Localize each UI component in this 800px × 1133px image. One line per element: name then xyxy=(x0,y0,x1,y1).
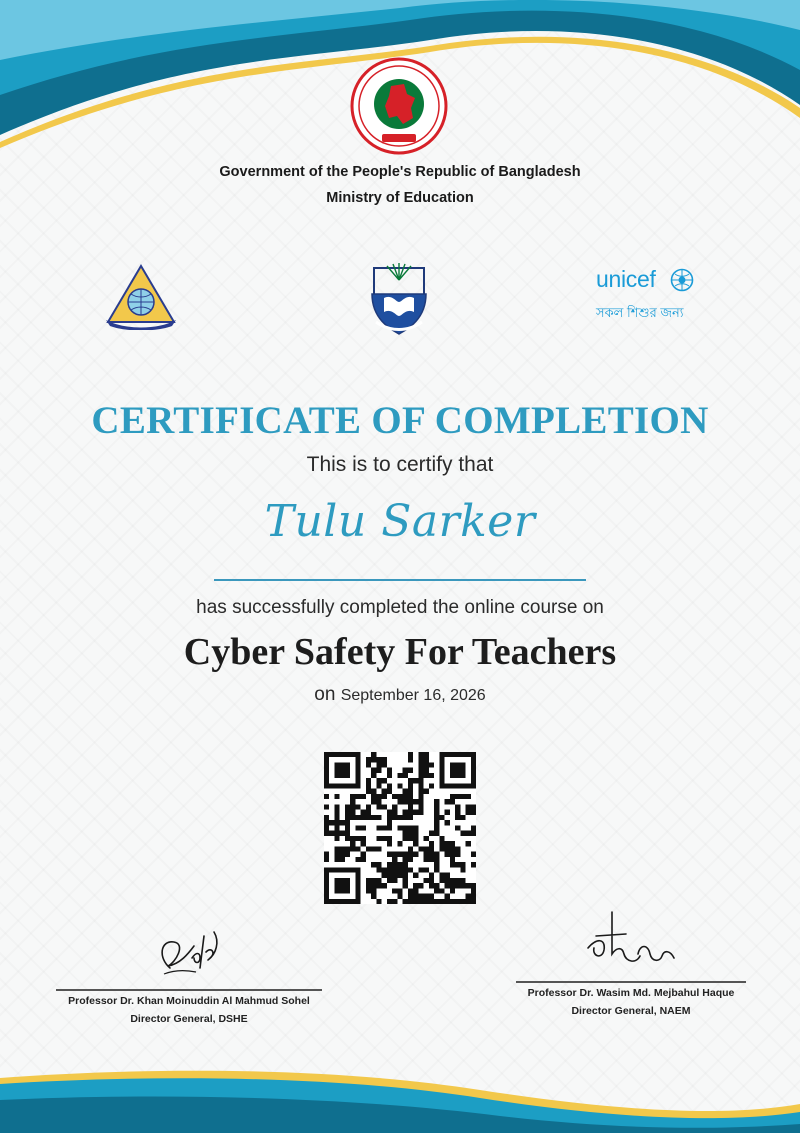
naem-logo xyxy=(362,258,436,338)
course-title: Cyber Safety For Teachers xyxy=(183,631,617,673)
bottom-wave-decoration xyxy=(0,1038,800,1133)
unicef-wordmark: unicef xyxy=(596,266,656,292)
government-name: Government of the People's Republic of Bangladesh xyxy=(219,164,581,180)
unicef-tagline: সকল শিশুর জন্য xyxy=(596,305,684,320)
completion-date-line xyxy=(0,684,800,706)
signatory-name-left: Professor Dr. Khan Moinuddin Al Mahmud Sohel xyxy=(68,995,310,1007)
recipient-underline xyxy=(214,579,586,581)
signature-line-left xyxy=(56,989,322,991)
verification-qr-code xyxy=(324,752,476,904)
completion-text: has successfully completed the online course on xyxy=(196,597,604,618)
unicef-logo xyxy=(594,266,704,330)
signature-right xyxy=(582,908,682,974)
ministry-name: Ministry of Education xyxy=(326,190,474,206)
recipient-name: Tulu Sarker xyxy=(264,496,536,547)
bangladesh-government-seal xyxy=(349,56,449,156)
signature-left xyxy=(150,918,224,986)
signatory-role-right: Director General, NAEM xyxy=(571,1005,691,1017)
certify-text: This is to certify that xyxy=(306,453,494,476)
unicef-globe-icon xyxy=(670,268,694,292)
dshe-logo xyxy=(104,264,178,330)
signatory-name-right: Professor Dr. Wasim Md. Mejbahul Haque xyxy=(527,987,735,999)
date-prefix: on xyxy=(314,684,336,705)
certificate-title: CERTIFICATE OF COMPLETION xyxy=(91,399,709,442)
signatory-role-left: Director General, DSHE xyxy=(130,1013,248,1025)
signature-line-right xyxy=(516,981,746,983)
completion-date: September 16, 2026 xyxy=(340,687,486,704)
